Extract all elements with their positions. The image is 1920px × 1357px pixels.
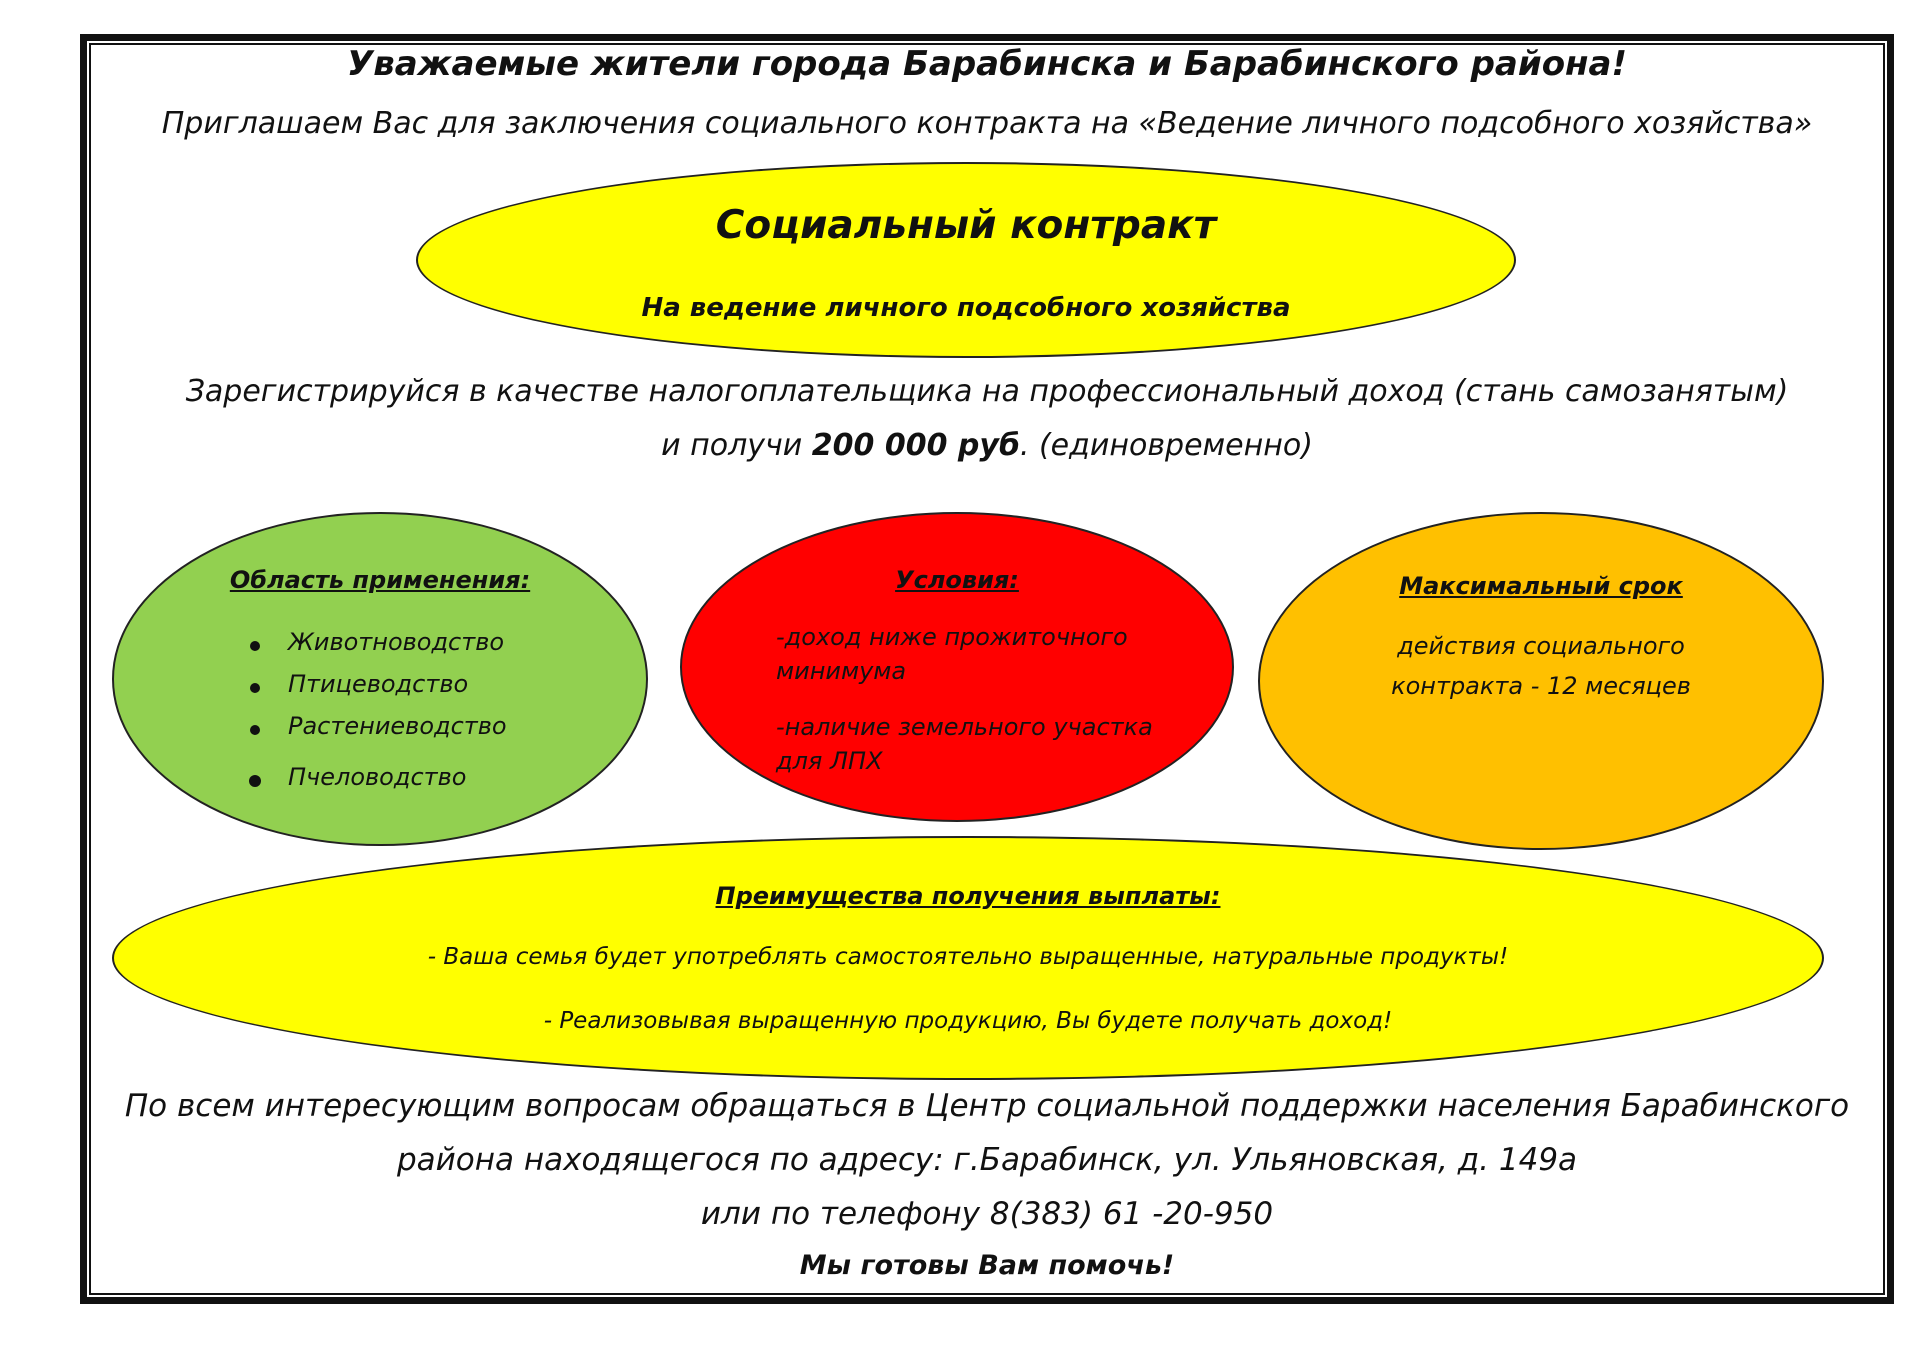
term-line-1: действия социального <box>1397 632 1685 660</box>
benefits-heading: Преимущества получения выплаты: <box>715 882 1221 910</box>
condition-1-line-1: -доход ниже прожиточного <box>776 623 1128 651</box>
contact-line-2: района находящегося по адресу: г.Барабинск, ул. Ульяновская, д. 149а <box>396 1142 1578 1178</box>
contract-subtitle: На ведение личного подсобного хозяйства <box>641 293 1291 323</box>
registration-prefix: и получи <box>661 428 812 463</box>
contact-phone: или по телефону 8(383) 61 -20-950 <box>700 1196 1274 1232</box>
registration-amount: 200 000 руб <box>811 428 1020 463</box>
benefit-1: - Ваша семья будет употреблять самостоятельно выращенные, натуральные продукты! <box>427 944 1509 970</box>
scope-item: Пчеловодство <box>288 763 467 791</box>
conditions-heading: Условия: <box>895 566 1019 594</box>
page-title: Уважаемые жители города Барабинска и Барабинского района! <box>347 44 1627 84</box>
benefit-2: - Реализовывая выращенную продукцию, Вы будете получать доход! <box>543 1008 1393 1034</box>
bullet-icon <box>249 775 261 787</box>
registration-suffix: . (единовременно) <box>1019 428 1313 463</box>
page-subtitle: Приглашаем Вас для заключения социального контракта на «Ведение личного подсобного хозяйства» <box>161 106 1813 141</box>
bullet-icon <box>250 641 260 651</box>
contract-title: Социальный контракт <box>715 203 1217 248</box>
term-line-2: контракта - 12 месяцев <box>1391 672 1691 700</box>
condition-1-line-2: минимума <box>776 657 907 685</box>
scope-item: Животноводство <box>288 628 505 656</box>
term-heading: Максимальный срок <box>1399 572 1683 600</box>
condition-2-line-1: -наличие земельного участка <box>776 713 1153 741</box>
registration-line-1: Зарегистрируйся в качестве налогоплательщика на профессиональный доход (стань самозанятым) <box>185 374 1789 409</box>
bullet-icon <box>250 725 260 735</box>
condition-2-line-2: для ЛПХ <box>776 747 883 775</box>
registration-line-2 <box>90 428 1884 463</box>
contact-line-1: По всем интересующим вопросам обращаться в Центр социальной поддержки населения Барабинского <box>124 1088 1850 1124</box>
bullet-icon <box>250 683 260 693</box>
scope-heading: Область применения: <box>229 566 531 594</box>
contract-ellipse <box>416 162 1516 358</box>
scope-item: Растениеводство <box>288 712 507 740</box>
conditions-ellipse <box>680 512 1234 822</box>
scope-item: Птицеводство <box>288 670 469 698</box>
closing-text: Мы готовы Вам помочь! <box>799 1250 1175 1281</box>
